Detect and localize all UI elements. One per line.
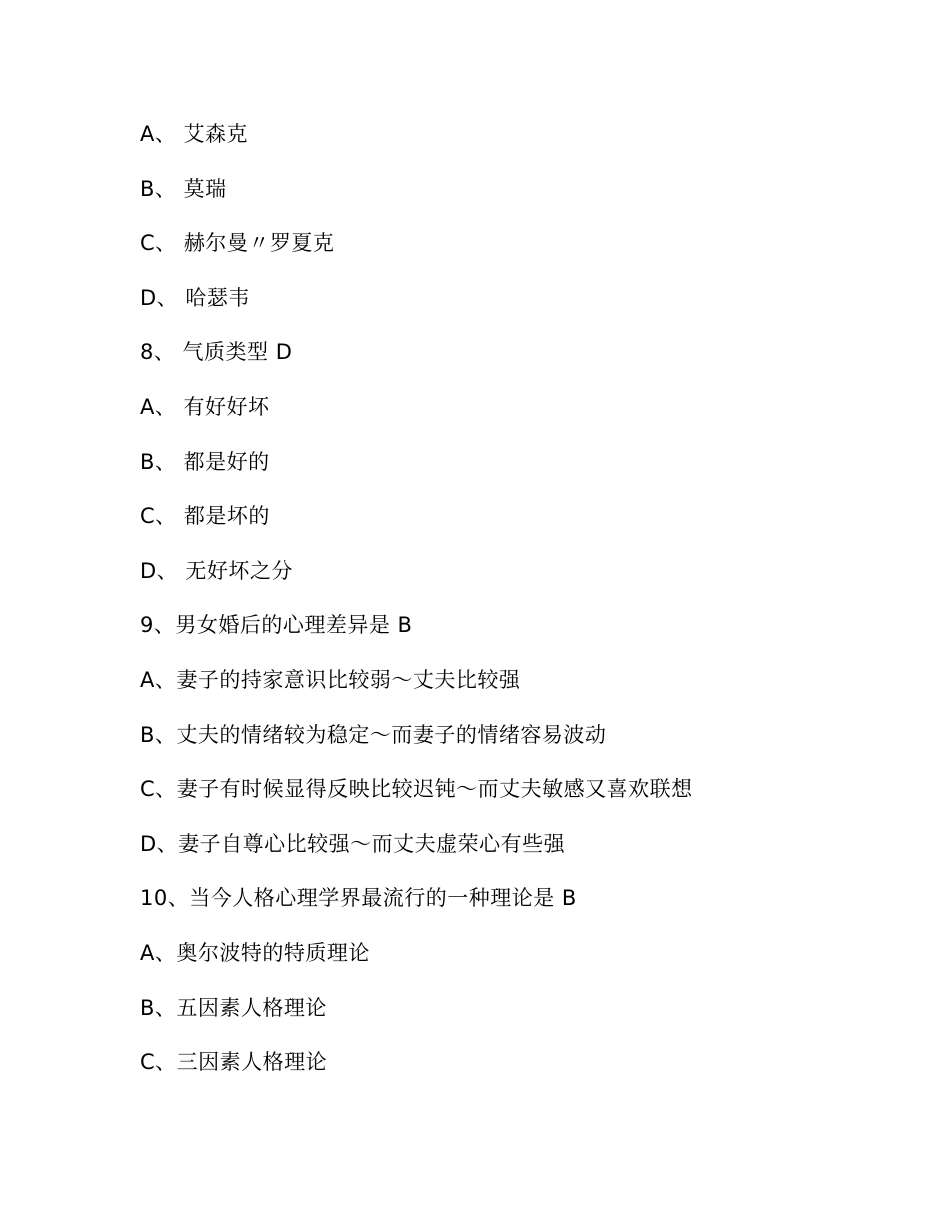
question-9-option-b: B、丈夫的情绪较为稳定～而妻子的情绪容易波动 <box>140 722 607 747</box>
option-a-line: A、 艾森克 <box>140 122 249 146</box>
question-10-option-a: A、奥尔波特的特质理论 <box>140 940 370 965</box>
question-9-option-c: C、妻子有时候显得反映比较迟钝～而丈夫敏感又喜欢联想 <box>140 777 693 802</box>
question-8-option-d: D、 无好坏之分 <box>140 558 293 583</box>
option-b-line: B、 莫瑞 <box>140 176 227 201</box>
question-9-option-d: D、妻子自尊心比较强～而丈夫虚荣心有些强 <box>140 831 566 856</box>
question-10-option-b: B、五因素人格理论 <box>140 995 327 1020</box>
question-8-option-b: B、 都是好的 <box>140 449 270 474</box>
question-10: 10、当今人格心理学界最流行的一种理论是 B <box>140 886 577 911</box>
question-9: 9、男女婚后的心理差异是 B <box>140 613 413 638</box>
question-10-option-c: C、三因素人格理论 <box>140 1050 328 1075</box>
question-8: 8、 气质类型 D <box>140 340 293 365</box>
question-9-option-a: A、妻子的持家意识比较弱～丈夫比较强 <box>140 667 521 692</box>
question-8-option-c: C、 都是坏的 <box>140 504 270 529</box>
document-body <box>140 116 900 1099</box>
option-d-line: D、 哈瑟韦 <box>140 285 250 310</box>
question-8-option-a: A、 有好好坏 <box>140 394 270 419</box>
option-c-line: C、 赫尔曼〃罗夏克 <box>140 231 335 256</box>
